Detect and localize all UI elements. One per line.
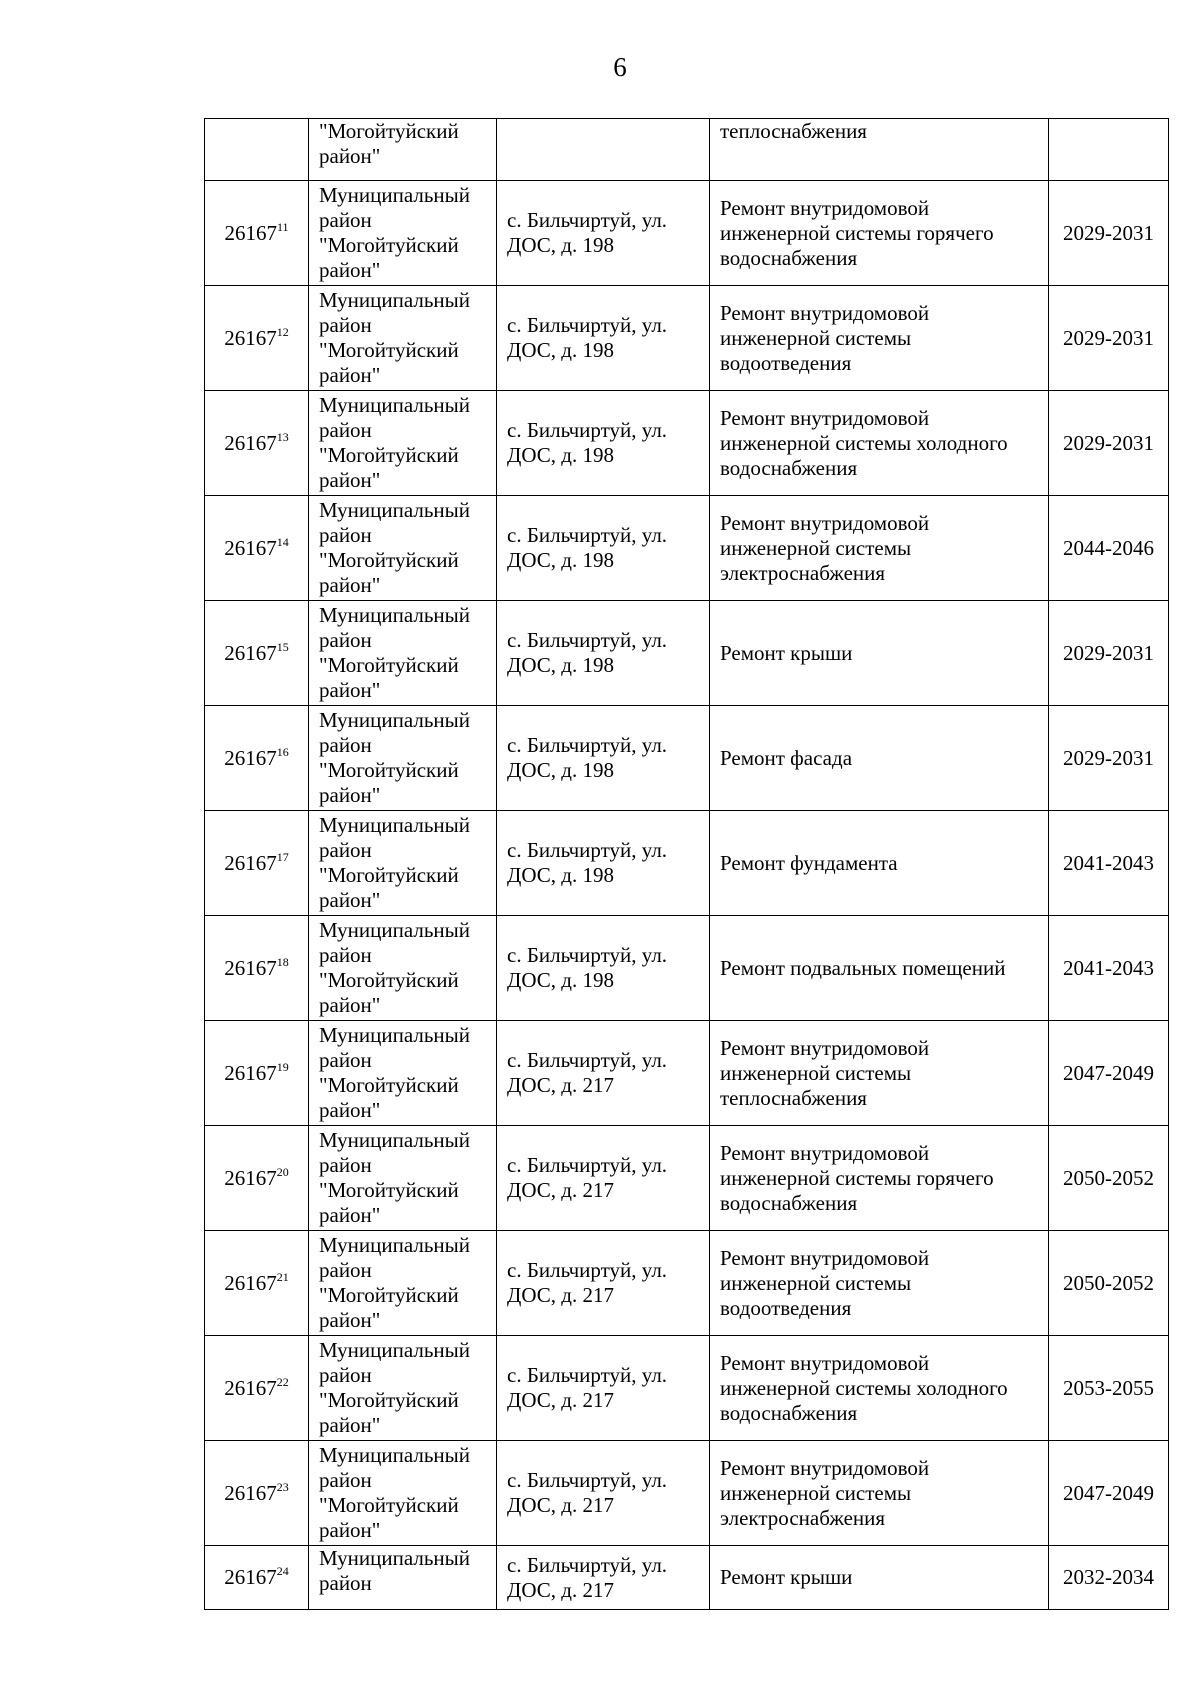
- cell-period: 2029-2031: [1049, 286, 1169, 391]
- record-id-superscript: 17: [276, 849, 289, 864]
- table-row: [205, 496, 1169, 601]
- cell-address: [497, 119, 710, 181]
- cell-record-id: [205, 601, 309, 706]
- page-number: 6: [613, 52, 627, 82]
- record-id: 26167: [224, 955, 277, 980]
- record-id-superscript: 21: [276, 1269, 289, 1284]
- cell-work-type: Ремонт крыши: [710, 1546, 1049, 1610]
- cell-work-type: Ремонт подвальных помещений: [710, 916, 1049, 1021]
- cell-municipality: Муниципальный район "Могойтуйский район": [309, 496, 497, 601]
- record-id-superscript: 16: [276, 744, 289, 759]
- table-row: [205, 1126, 1169, 1231]
- record-id: 26167: [224, 1375, 277, 1400]
- cell-record-id: [205, 181, 309, 286]
- cell-address: с. Бильчиртуй, ул. ДОС, д. 198: [497, 706, 710, 811]
- cell-address: с. Бильчиртуй, ул. ДОС, д. 198: [497, 181, 710, 286]
- cell-work-type: Ремонт внутридомовой инженерной системы холодного водоснабжения: [710, 391, 1049, 496]
- table-row: [205, 916, 1169, 1021]
- table-row: [205, 811, 1169, 916]
- cell-municipality: Муниципальный район "Могойтуйский район": [309, 1336, 497, 1441]
- cell-period: 2050-2052: [1049, 1231, 1169, 1336]
- record-id-superscript: 11: [276, 219, 289, 234]
- cell-period: 2029-2031: [1049, 706, 1169, 811]
- cell-address: с. Бильчиртуй, ул. ДОС, д. 217: [497, 1231, 710, 1336]
- table-row: [205, 1546, 1169, 1610]
- cell-municipality: Муниципальный район "Могойтуйский район": [309, 916, 497, 1021]
- record-id-superscript: 13: [276, 429, 289, 444]
- record-id-superscript: 12: [276, 324, 289, 339]
- cell-municipality: Муниципальный район "Могойтуйский район": [309, 1021, 497, 1126]
- cell-period: 2053-2055: [1049, 1336, 1169, 1441]
- table-row: [205, 181, 1169, 286]
- cell-period: [1049, 119, 1169, 181]
- record-id-superscript: 23: [276, 1479, 289, 1494]
- cell-address: с. Бильчиртуй, ул. ДОС, д. 198: [497, 601, 710, 706]
- cell-work-type: Ремонт внутридомовой инженерной системы водоотведения: [710, 286, 1049, 391]
- cell-work-type: Ремонт внутридомовой инженерной системы горячего водоснабжения: [710, 1126, 1049, 1231]
- cell-work-type: Ремонт внутридомовой инженерной системы водоотведения: [710, 1231, 1049, 1336]
- record-id: 26167: [224, 325, 277, 350]
- table-row: [205, 286, 1169, 391]
- record-id-superscript: 22: [276, 1374, 289, 1389]
- cell-address: с. Бильчиртуй, ул. ДОС, д. 217: [497, 1021, 710, 1126]
- record-id: 26167: [224, 1060, 277, 1085]
- cell-period: 2041-2043: [1049, 916, 1169, 1021]
- cell-municipality: Муниципальный район "Могойтуйский район": [309, 1231, 497, 1336]
- cell-record-id: [205, 1231, 309, 1336]
- table-row: [205, 1441, 1169, 1546]
- cell-period: 2050-2052: [1049, 1126, 1169, 1231]
- cell-address: с. Бильчиртуй, ул. ДОС, д. 198: [497, 916, 710, 1021]
- cell-work-type: Ремонт внутридомовой инженерной системы горячего водоснабжения: [710, 181, 1049, 286]
- table-row: [205, 1336, 1169, 1441]
- table-row: [205, 119, 1169, 181]
- record-id: 26167: [224, 850, 277, 875]
- cell-period: 2041-2043: [1049, 811, 1169, 916]
- cell-municipality: Муниципальный район: [309, 1546, 497, 1610]
- cell-municipality: Муниципальный район "Могойтуйский район": [309, 286, 497, 391]
- cell-period: 2029-2031: [1049, 601, 1169, 706]
- record-id-superscript: 24: [276, 1564, 289, 1578]
- cell-work-type: Ремонт внутридомовой инженерной системы электроснабжения: [710, 496, 1049, 601]
- cell-period: 2047-2049: [1049, 1441, 1169, 1546]
- record-id: 26167: [224, 430, 277, 455]
- table-row: [205, 1021, 1169, 1126]
- cell-work-type: Ремонт фундамента: [710, 811, 1049, 916]
- cell-record-id: [205, 706, 309, 811]
- record-id: 26167: [224, 745, 277, 770]
- record-id: 26167: [224, 1165, 277, 1190]
- cell-record-id: [205, 119, 309, 181]
- cell-municipality: Муниципальный район "Могойтуйский район": [309, 1126, 497, 1231]
- cell-work-type: Ремонт фасада: [710, 706, 1049, 811]
- cell-record-id: [205, 1336, 309, 1441]
- cell-municipality: Муниципальный район "Могойтуйский район": [309, 1441, 497, 1546]
- cell-period: 2029-2031: [1049, 391, 1169, 496]
- cell-record-id: [205, 1021, 309, 1126]
- record-id: 26167: [224, 640, 277, 665]
- cell-municipality: Муниципальный район "Могойтуйский район": [309, 811, 497, 916]
- cell-work-type: Ремонт внутридомовой инженерной системы электроснабжения: [710, 1441, 1049, 1546]
- table-row: [205, 601, 1169, 706]
- cell-municipality: Муниципальный район "Могойтуйский район": [309, 391, 497, 496]
- cell-work-type: теплоснабжения: [710, 119, 1049, 181]
- record-id-superscript: 18: [276, 954, 289, 969]
- cell-address: с. Бильчиртуй, ул. ДОС, д. 217: [497, 1441, 710, 1546]
- cell-record-id: [205, 1126, 309, 1231]
- record-id: 26167: [224, 220, 277, 245]
- cell-record-id: [205, 1441, 309, 1546]
- cell-period: 2032-2034: [1049, 1546, 1169, 1610]
- table-row: [205, 391, 1169, 496]
- cell-address: с. Бильчиртуй, ул. ДОС, д. 198: [497, 286, 710, 391]
- repair-schedule-table: [204, 118, 1169, 1610]
- record-id-superscript: 19: [276, 1059, 289, 1074]
- cell-address: с. Бильчиртуй, ул. ДОС, д. 198: [497, 391, 710, 496]
- cell-record-id: [205, 916, 309, 1021]
- record-id: 26167: [224, 535, 277, 560]
- table-row: [205, 706, 1169, 811]
- cell-municipality: Муниципальный район "Могойтуйский район": [309, 706, 497, 811]
- cell-address: с. Бильчиртуй, ул. ДОС, д. 217: [497, 1546, 710, 1610]
- cell-address: с. Бильчиртуй, ул. ДОС, д. 217: [497, 1126, 710, 1231]
- record-id-superscript: 14: [276, 534, 289, 549]
- table-row: [205, 1231, 1169, 1336]
- cell-record-id: [205, 496, 309, 601]
- cell-record-id: [205, 391, 309, 496]
- cell-record-id: [205, 811, 309, 916]
- record-id: 26167: [224, 1480, 277, 1505]
- record-id: 26167: [224, 1565, 277, 1589]
- cell-work-type: Ремонт внутридомовой инженерной системы холодного водоснабжения: [710, 1336, 1049, 1441]
- cell-work-type: Ремонт крыши: [710, 601, 1049, 706]
- cell-period: 2047-2049: [1049, 1021, 1169, 1126]
- cell-work-type: Ремонт внутридомовой инженерной системы теплоснабжения: [710, 1021, 1049, 1126]
- record-id-superscript: 15: [276, 639, 289, 654]
- cell-period: 2029-2031: [1049, 181, 1169, 286]
- cell-period: 2044-2046: [1049, 496, 1169, 601]
- table-body: [205, 119, 1169, 1610]
- cell-municipality: Муниципальный район "Могойтуйский район": [309, 601, 497, 706]
- record-id: 26167: [224, 1270, 277, 1295]
- cell-municipality: Муниципальный район "Могойтуйский район": [309, 181, 497, 286]
- record-id-superscript: 20: [276, 1164, 289, 1179]
- cell-municipality: "Могойтуйский район": [309, 119, 497, 181]
- cell-record-id: [205, 1546, 309, 1610]
- cell-record-id: [205, 286, 309, 391]
- cell-address: с. Бильчиртуй, ул. ДОС, д. 217: [497, 1336, 710, 1441]
- cell-address: с. Бильчиртуй, ул. ДОС, д. 198: [497, 811, 710, 916]
- cell-address: с. Бильчиртуй, ул. ДОС, д. 198: [497, 496, 710, 601]
